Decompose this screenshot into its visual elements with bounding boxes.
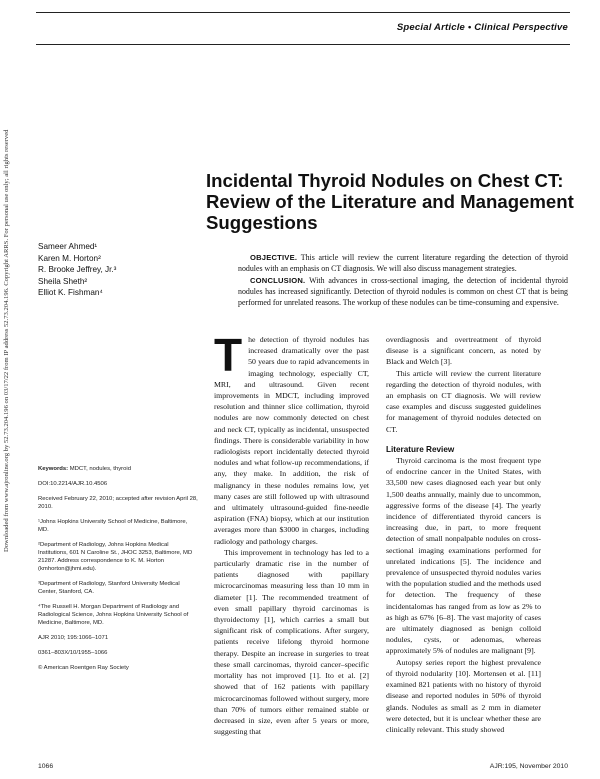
body-paragraph: This improvement in technology has led to a particularly dramatic rise in the number of patients diagnosed with papillary microcarcinomas measuring less than 10 mm in diameter [1]. The recommended treatment of even small papillary thyroid carcinomas is thyroidectomy [1], which carries a small but significant risk of complications. After surgery, patients receive lifelong thyroid hormone therapy. Despite an increase in surgeries to treat these small carcinomas, thyroid cancer–specific mortality has not improved [1]. Ito et al. [2] showed that of 162 patients with papillary microcarcinomas followed without surgery, more than 70% of tumors either remained stable or decreased in size, even after 5 years or more, suggesting that: [214, 547, 369, 737]
issn: 0361–803X/10/1955–1066: [38, 650, 108, 656]
body-column-1: [214, 329, 369, 737]
affiliation-4: ⁴The Russell H. Morgan Department of Radiology and Radiological Science, Johns Hopkins University School of Medicine, Baltimore, MD.: [38, 604, 189, 626]
drop-cap: T: [214, 329, 243, 381]
objective-text: This article will review the current literature regarding the detection of thyroid nodules with an emphasis on CT diagnosis. We will also discuss management strategies.: [238, 253, 568, 274]
page-number: 1066: [38, 763, 54, 770]
author-name: Sheila Sheth²: [38, 276, 88, 286]
affiliation-1: ¹Johns Hopkins University School of Medicine, Baltimore, MD.: [38, 519, 188, 533]
author-name: R. Brooke Jeffrey, Jr.³: [38, 265, 117, 274]
author-name: Elliot K. Fishman⁴: [38, 288, 103, 297]
keywords-label: Keywords:: [38, 466, 69, 472]
conclusion-label: CONCLUSION.: [250, 275, 306, 285]
body-column-2: [386, 334, 541, 735]
doi: DOI:10.2214/AJR.10.4506: [38, 481, 108, 487]
affiliation-2: ²Department of Radiology, Johns Hopkins Medical Institutions, 601 N Caroline St., JHOC 3253, Baltimore, MD 21287. Address correspondence to K. M. Horton (kmhorton@jhmi.edu).: [38, 542, 193, 572]
citation: AJR 2010; 195:1066–1071: [38, 635, 109, 641]
body-paragraph: overdiagnosis and overtreatment of thyroid disease is a significant concern, as noted by Black and Welch [3].: [386, 335, 541, 367]
conclusion-text: With advances in cross-sectional imaging, the detection of incidental thyroid nodules has increased significantly. Detection of thyroid nodules is common on chest CT that is being performed for unrelated reasons. The workup of these nodules can be time-consuming and expensive.: [238, 275, 568, 308]
objective-label: OBJECTIVE.: [250, 253, 298, 262]
abstract-conclusion: [238, 275, 568, 309]
abstract: [238, 252, 568, 308]
article-metadata: [38, 465, 198, 679]
section-label: Special Article • Clinical Perspective: [396, 22, 568, 33]
header-rule-top: [36, 12, 570, 13]
header-rule-bottom: [36, 44, 570, 45]
author-name: Sameer Ahmed¹: [38, 242, 98, 251]
body-paragraph: Thyroid carcinoma is the most frequent type of endocrine cancer in the United States, with 33,500 new cases diagnosed each year but only 1,500 deaths annually, mainly due to uncommon, aggressive forms of the disease [4]. The yearly incidence of differentiated thyroid cancers is increasing due, in part, to more frequent detection of small nonpalpable nodules on cross-sectional imaging examinations performed for unrelated indications [5]. The incidence and prevalence of unsuspected thyroid nodules varies with the population studied and the methods used for detection. The frequency of these incidentalomas has ranged from as low as 2% to as high as 67% [6–8]. The vast majority of cases are ultimately diagnosed as benign colloid nodules, cysts, or adenomas, whereas approximately 5% of nodules are malignant [9].: [386, 456, 541, 656]
keywords: [38, 465, 198, 473]
body-paragraph: This article will review the current literature regarding the detection of thyroid nodules, with an emphasis on CT diagnosis. We will review case examples and discuss suggested guidelines for management of thyroid nodules detected on CT.: [386, 368, 541, 434]
journal-issue: AJR:195, November 2010: [489, 763, 568, 770]
received-date: Received February 22, 2010; accepted after revision April 28, 2010.: [38, 496, 198, 510]
download-notice: Downloaded from www.ajronline.org by 52.73.204.196 on 03/17/22 from IP address 52.73.204.196. Copyright ARRS. For personal use only; all rights reserved: [3, 130, 10, 553]
body-paragraph: Autopsy series report the highest prevalence of thyroid nodularity [10]. Mortensen et al. [11] examined 821 patients with no history of thyroid disease and reported nodules in 50% of thyroid glands. Nodules as small as 2 mm in diameter were detected, but it is unclear whether these are clinically relevant. This study showed: [386, 657, 541, 734]
affiliation-3: ³Department of Radiology, Stanford University Medical Center, Stanford, CA.: [38, 581, 180, 595]
author-list: [38, 241, 223, 299]
section-heading-literature-review: Literature Review: [386, 444, 455, 454]
body-paragraph: [214, 329, 369, 547]
article-title: Incidental Thyroid Nodules on Chest CT: Review of the Literature and Management Suggestions: [206, 170, 574, 233]
paragraph-text: he detection of thyroid nodules has increased dramatically over the past 50 years due to rapid advancements in imaging technology, especially CT, MRI, and ultrasound. Given recent improvements in MDCT, including improved resolution and thinner slice collimation, thyroid nodules are now commonly detected on chest and neck CT, typically as incidental, unsuspected findings. There is considerable variability in how radiologists report incidentally detected thyroid nodules and what follow-up recommendations, if any, they make. In addition, the risk of malignancy in these nodules remains low, yet many cases are still followed up with ultrasound and ultimately ultrasound-guided fine-needle aspiration (FNA) biopsy, which at our institution averages more than $3000 in charges, including radiology and pathology charges.: [214, 335, 369, 546]
keywords-text: MDCT, nodules, thyroid: [68, 466, 131, 472]
author-name: Karen M. Horton²: [38, 253, 101, 263]
abstract-objective: [238, 252, 568, 275]
copyright: © American Roentgen Ray Society: [38, 665, 129, 671]
